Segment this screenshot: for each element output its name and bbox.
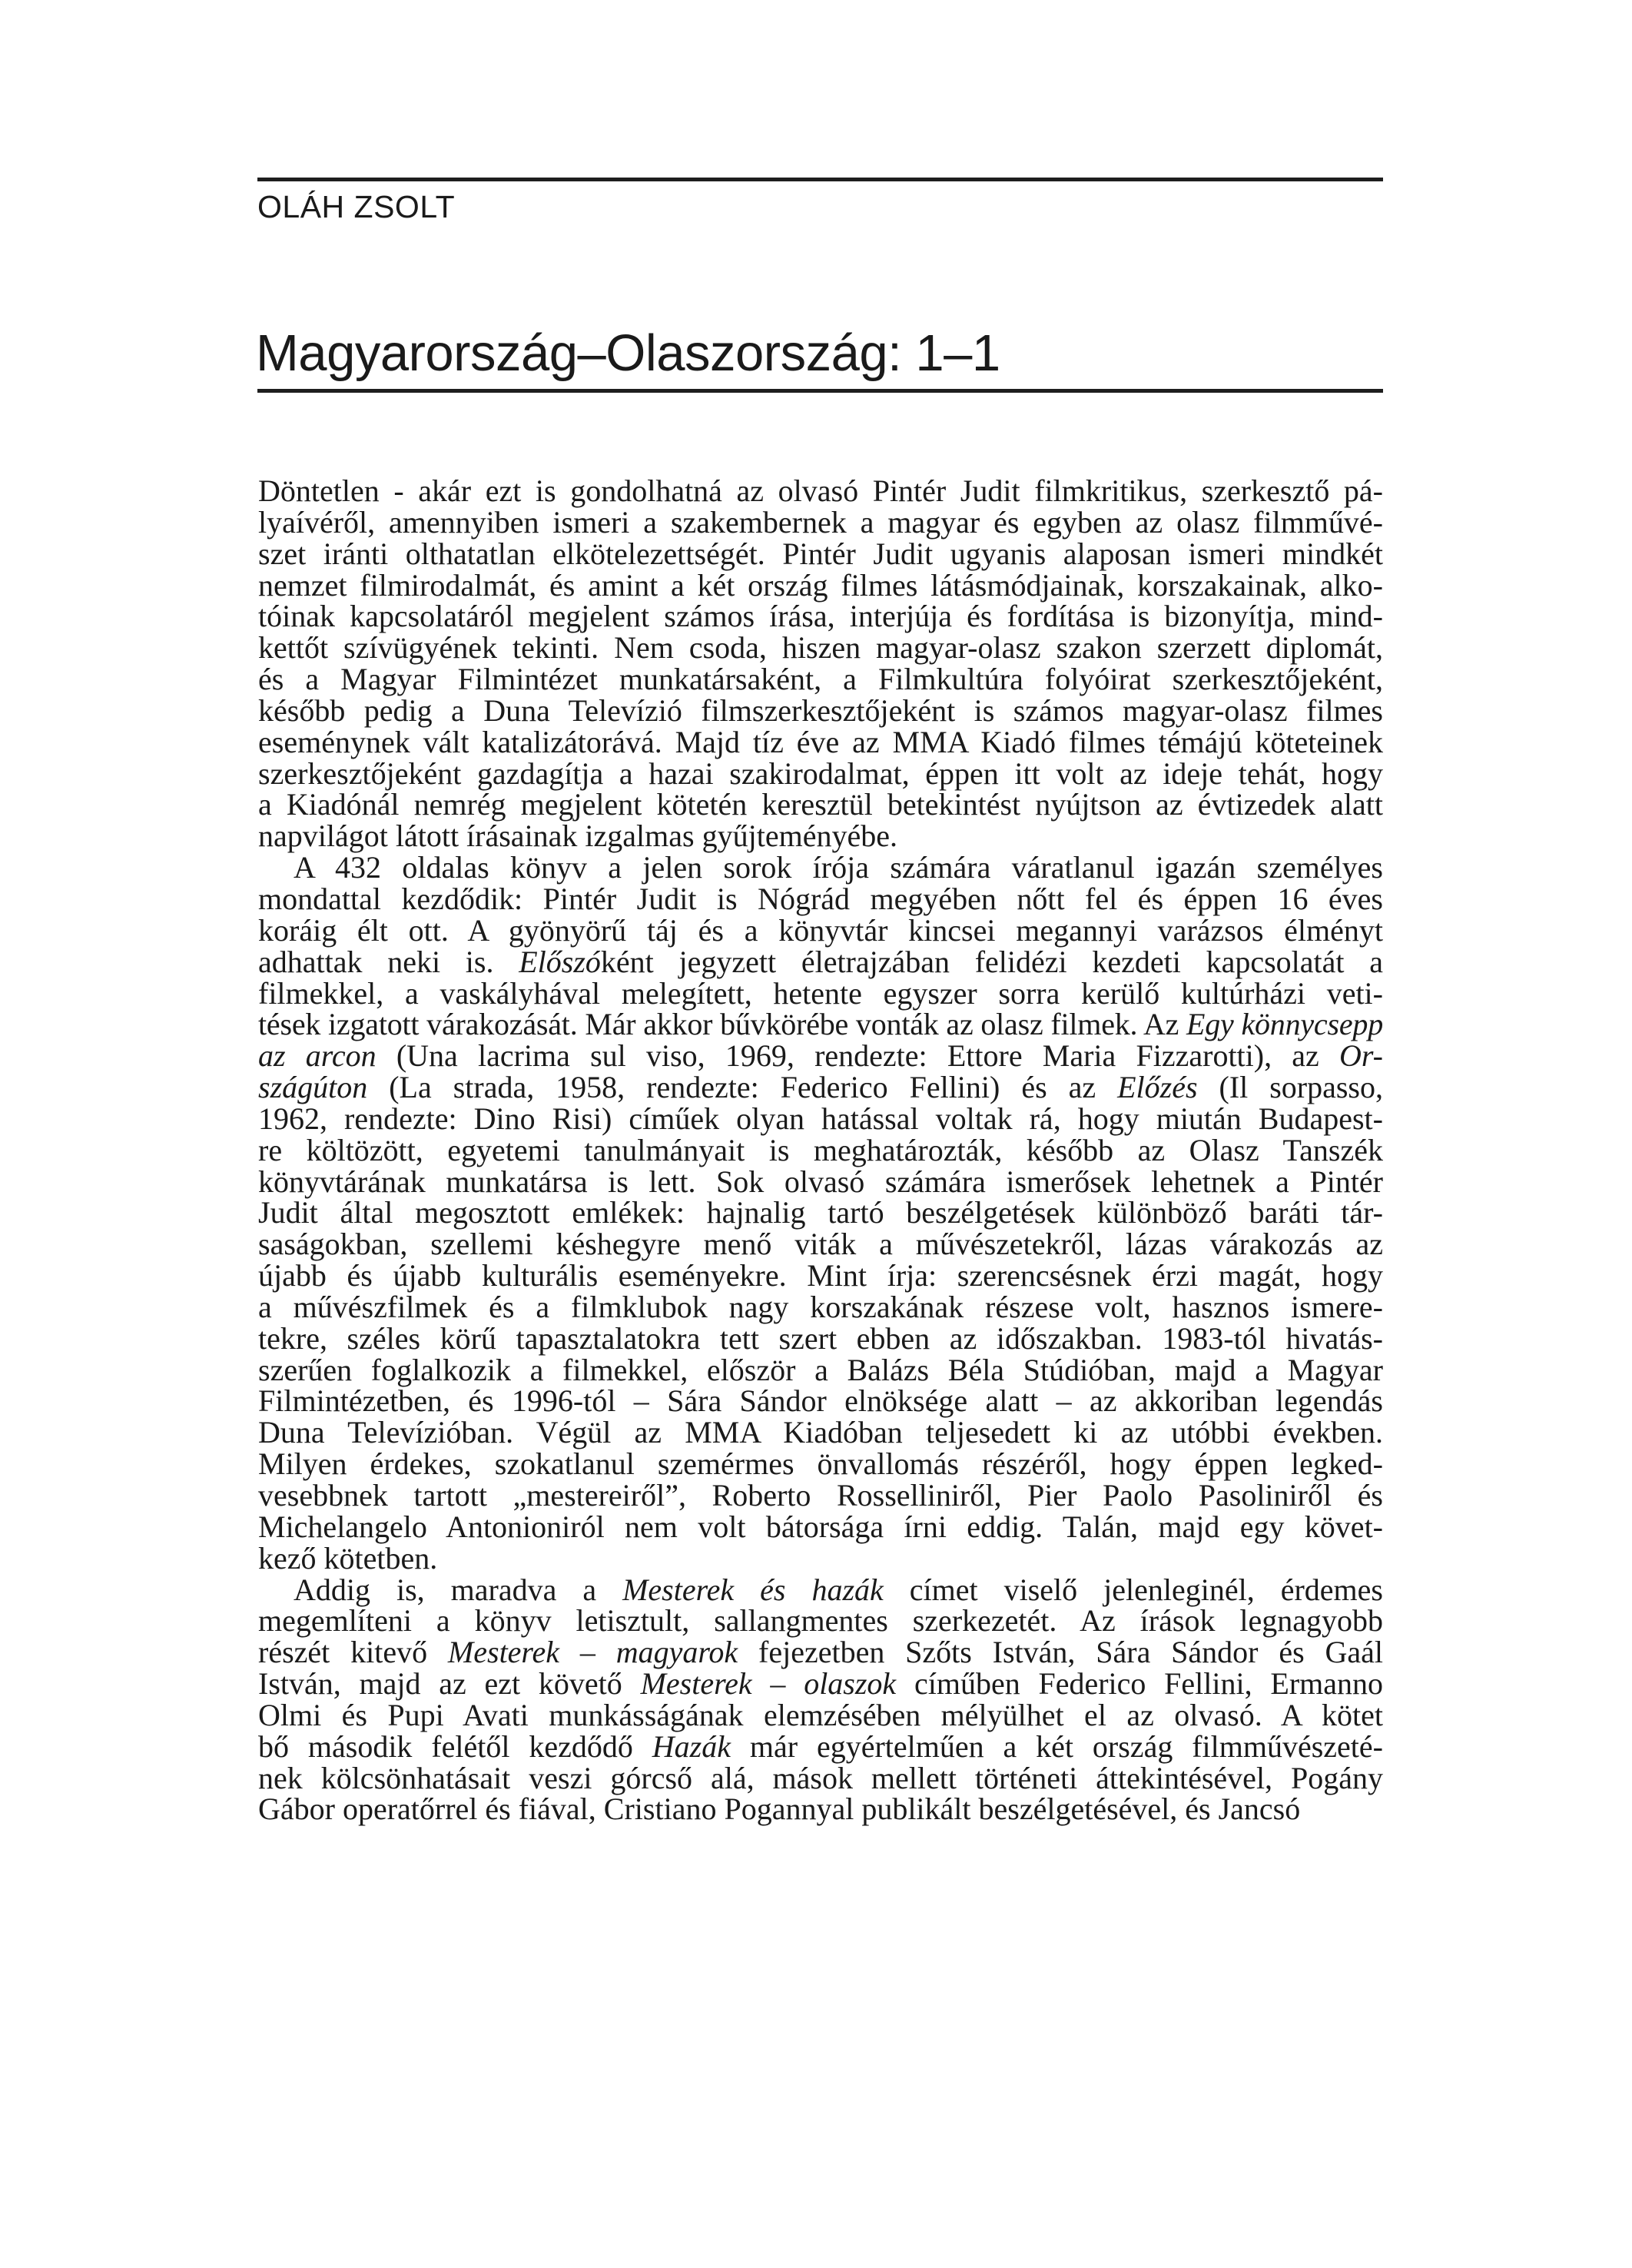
text-line [258, 1697, 1383, 1732]
text-line [258, 1009, 1383, 1041]
text-run: Olmi és Pupi Avati munkásságának elemzésében mélyülhet el az olvasó. A kötet [258, 1697, 1383, 1732]
text-line [258, 1666, 1384, 1702]
title-underline-rule [257, 389, 1383, 393]
text-line [258, 630, 1383, 666]
italic-text: Mesterek – olaszok [640, 1666, 897, 1702]
text-run: koráig élt ott. A gyönyörű táj és a könyvtár kincsei megannyi varázsos élményt [258, 912, 1383, 948]
text-line [258, 601, 1383, 633]
text-run: és a Magyar Filmintézet munkatársaként, a Filmkultúra folyóirat szerkesztőjeként, [258, 662, 1383, 697]
text-run: címűben Federico Fellini, Ermanno [896, 1666, 1384, 1702]
text-run: újabb és újabb kulturális eseményekre. Mint írja: szerencsésnek érzi magát, hogy [258, 1258, 1383, 1293]
text-line [258, 724, 1383, 759]
text-line [258, 944, 1383, 979]
text-run: (Il sorpasso, [1197, 1070, 1383, 1105]
text-run: Döntetlen - akár ezt is gondolhatná az olvasó Pintér Judit filmkritikus, szerkesztő pá- [258, 473, 1383, 508]
text-run: a művészfilmek és a filmklubok nagy korszakának részese volt, hasznos ismere- [258, 1289, 1383, 1324]
text-line [258, 1791, 1383, 1827]
text-line [258, 1260, 1383, 1292]
text-line [258, 1132, 1383, 1167]
text-run: Duna Televízióban. Végül az MMA Kiadóban teljesedett ki az utóbbi években. [258, 1415, 1383, 1450]
text-line [258, 1164, 1383, 1199]
text-run: Milyen érdekes, szokatlanul szemérmes önvallomás részéről, hogy éppen legked- [258, 1446, 1383, 1482]
text-line [258, 881, 1383, 916]
text-run: szerkesztőjeként gazdagítja a hazai szakirodalmat, éppen itt volt az ideje tehát, hogy [258, 755, 1383, 791]
text-run: megemlíteni a könyv letisztult, sallangmentes szerkezetét. Az írások legnagyobb [258, 1603, 1383, 1639]
text-line [258, 1572, 1383, 1607]
text-line [258, 1101, 1383, 1136]
text-run: fejezetben Szőts István, Sára Sándor és Gaál [738, 1635, 1383, 1670]
text-line [258, 789, 1383, 821]
text-run: A 432 oldalas könyv a jelen sorok írója számára váratlanul igazán személyes [294, 850, 1383, 885]
text-run: tekre, széles körű tapasztalatokra tett szert ebben az időszakban. 1983-tól hivatás- [258, 1320, 1383, 1356]
text-run: később pedig a Duna Televízió filmszerkesztőjeként is számos magyar-olasz filmes [258, 692, 1383, 728]
text-line [258, 1509, 1383, 1544]
text-line [258, 1540, 1383, 1576]
text-line [258, 1728, 1383, 1764]
text-run: már egyértelműen a két ország filmművészeté- [731, 1728, 1383, 1764]
text-line [258, 1383, 1383, 1419]
text-line [258, 1480, 1383, 1512]
text-run: saságokban, szellemi késhegyre menő viták a művészetekről, lázas várakozás az [258, 1227, 1383, 1262]
text-line [258, 821, 1383, 852]
italic-text: Mesterek – magyarok [447, 1635, 738, 1670]
text-line [258, 1352, 1383, 1387]
text-run: (La strada, 1958, rendezte: Federico Fellini) és az [367, 1070, 1118, 1105]
text-line [258, 912, 1383, 948]
text-run: szet iránti olthatatlan elkötelezettségét. Pintér Judit ugyanis alaposan ismeri mindkét [258, 536, 1383, 571]
text-run: kettőt szívügyének tekinti. Nem csoda, hiszen magyar-olasz szakon szerzett diplomát, [258, 630, 1383, 666]
text-run: részét kitevő [258, 1635, 448, 1670]
text-line [258, 1417, 1383, 1449]
text-line [258, 692, 1383, 728]
italic-text: Hazák [652, 1728, 731, 1764]
text-run: nemzet filmirodalmát, és amint a két ország filmes látásmódjainak, korszakainak, alko- [258, 567, 1383, 603]
text-run: címet viselő jelenleginél, érdemes [883, 1572, 1383, 1607]
text-run: Judit által megosztott emlékek: hajnalig tartó beszélgetések különböző baráti tár- [258, 1195, 1383, 1230]
text-run: re költözött, egyetemi tanulmányait is meghatározták, később az Olasz Tanszék [258, 1132, 1383, 1167]
text-run: nek kölcsönhatásait veszi górcső alá, mások mellett történeti áttekintésével, Pogány [258, 1760, 1383, 1795]
paragraph [258, 473, 1383, 854]
header-top-rule [257, 178, 1383, 181]
text-line [258, 504, 1383, 540]
text-line [258, 755, 1383, 791]
text-line [258, 473, 1383, 508]
text-run: eseménynek vált katalizátorává. Majd tíz éve az MMA Kiadó filmes témájú köteteinek [258, 724, 1383, 759]
text-run: lyaívéről, amennyiben ismeri a szakembernek a magyar és egyben az olasz filmművé- [258, 504, 1383, 540]
text-run: 1962, rendezte: Dino Risi) címűek olyan hatással voltak rá, hogy miután Budapest- [258, 1101, 1383, 1136]
text-run: mondattal kezdődik: Pintér Judit is Nógrád megyében nőtt fel és éppen 16 éves [258, 881, 1383, 916]
text-run: bő második felétől kezdődő [258, 1728, 652, 1764]
text-run: István, majd az ezt követő [258, 1666, 641, 1702]
text-line [258, 1229, 1383, 1260]
text-run: filmekkel, a vaskályhával melegített, hetente egyszer sorra kerülő kultúrházi veti- [258, 975, 1383, 1011]
text-line [258, 1446, 1383, 1482]
text-run: adhattak neki is. [258, 944, 519, 979]
text-line [258, 536, 1383, 571]
italic-text: Előzés [1117, 1070, 1198, 1105]
italic-text: Or- [1339, 1038, 1383, 1074]
italic-text: Előszó [519, 944, 601, 979]
text-run: szerűen foglalkozik a filmekkel, először a Balázs Béla Stúdióban, majd a Magyar [258, 1352, 1383, 1387]
text-line [258, 1072, 1383, 1104]
text-line [258, 567, 1383, 603]
text-line [258, 1038, 1383, 1074]
text-run: Filmintézetben, és 1996-tól – Sára Sándor elnöksége alatt – az akkoriban legendás [258, 1383, 1383, 1419]
text-line [258, 664, 1383, 696]
italic-text: szágúton [258, 1070, 368, 1105]
paragraph [258, 852, 1383, 1574]
italic-text: az arcon [258, 1038, 376, 1074]
text-line [258, 1603, 1383, 1639]
text-run: kező kötetben. [258, 1540, 438, 1576]
article-title: Magyarország–Olaszország: 1–1 [256, 324, 1000, 382]
text-run: ként jegyzett életrajzában felidézi kezdeti kapcsolatát a [600, 944, 1383, 979]
text-run: (Una lacrima sul viso, 1969, rendezte: Ettore Maria Fizzarotti), az [376, 1038, 1340, 1074]
paragraph [258, 1572, 1384, 1827]
text-run: Gábor operatőrrel és fiával, Cristiano Pogannyal publikált beszélgetésével, és Jancsó [258, 1791, 1301, 1827]
text-run: tóinak kapcsolatáról megjelent számos írása, interjúja és fordítása is bizonyítja, mind- [258, 599, 1383, 634]
text-line [258, 852, 1383, 884]
text-line [258, 1197, 1383, 1229]
italic-text: Egy könnycsepp [1186, 1007, 1383, 1042]
text-run: tések izgatott várakozását. Már akkor bűvkörébe vonták az olasz filmek. Az [258, 1007, 1187, 1042]
text-line [258, 1760, 1383, 1795]
author-name: OLÁH ZSOLT [257, 189, 456, 224]
text-run: Michelangelo Antonioniról nem volt bátorsága írni eddig. Talán, majd egy követ- [258, 1509, 1383, 1544]
text-run: a Kiadónál nemrég megjelent kötetén keresztül betekintést nyújtson az évtizedek alatt [258, 787, 1383, 822]
italic-text: Mesterek és hazák [622, 1572, 884, 1607]
text-line [258, 1637, 1383, 1669]
text-run: napvilágot látott írásainak izgalmas gyűjteményébe. [258, 819, 897, 854]
text-run: vesebbnek tartott „mestereiről”, Roberto Rosselliniről, Pier Paolo Pasoliniről és [258, 1478, 1383, 1513]
text-line [258, 1289, 1383, 1324]
text-run: könyvtárának munkatársa is lett. Sok olvasó számára ismerősek lehetnek a Pintér [258, 1164, 1383, 1199]
text-line [258, 1320, 1383, 1356]
text-line [258, 975, 1383, 1011]
text-run: Addig is, maradva a [294, 1572, 623, 1607]
article-body [258, 473, 1384, 1827]
